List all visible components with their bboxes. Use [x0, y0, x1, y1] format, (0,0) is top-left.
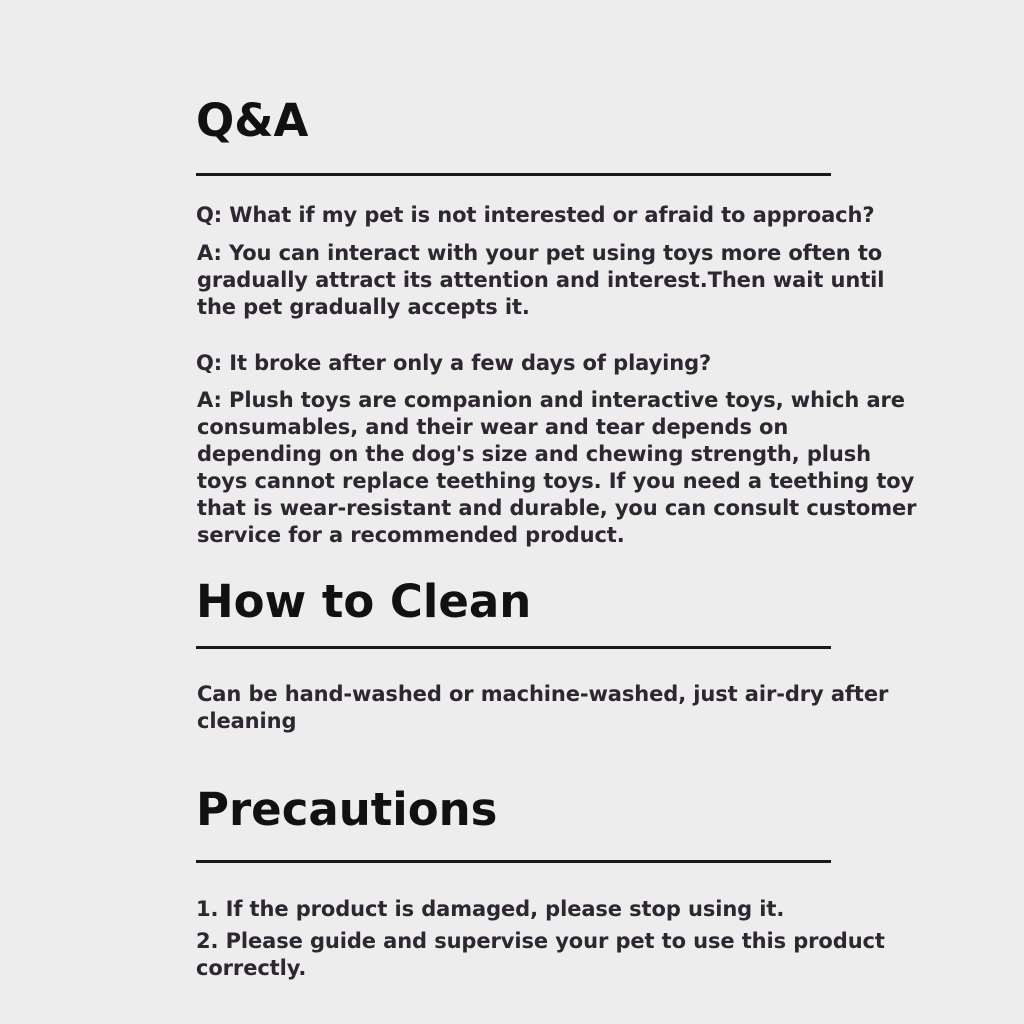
qa-heading: Q&A	[196, 94, 309, 147]
precautions-divider	[196, 860, 831, 863]
how-to-clean-text: Can be hand-washed or machine-washed, just air-dry after cleaning	[197, 682, 889, 733]
how-to-clean-divider	[196, 646, 831, 649]
precautions-heading: Precautions	[196, 783, 498, 836]
precaution-item-1: 1. If the product is damaged, please stop using it.	[196, 897, 785, 921]
how-to-clean-heading: How to Clean	[196, 575, 532, 628]
qa-question-2: Q: It broke after only a few days of playing?	[196, 351, 712, 375]
qa-divider	[196, 173, 831, 176]
qa-question-1: Q: What if my pet is not interested or afraid to approach?	[196, 203, 875, 227]
qa-answer-2: A: Plush toys are companion and interactive toys, which are consumables, and their wear and tear depends on depending on the dog's size and chewing strength, plush toys cannot replace teething toys. If you need a teething toy that is wear-resistant and durable, you can consult customer service for a recommended product.	[197, 388, 917, 547]
qa-answer-1: A: You can interact with your pet using toys more often to gradually attract its attention and interest.Then wait until the pet gradually accepts it.	[197, 241, 885, 319]
precaution-item-2: 2. Please guide and supervise your pet to use this product correctly.	[196, 929, 885, 980]
